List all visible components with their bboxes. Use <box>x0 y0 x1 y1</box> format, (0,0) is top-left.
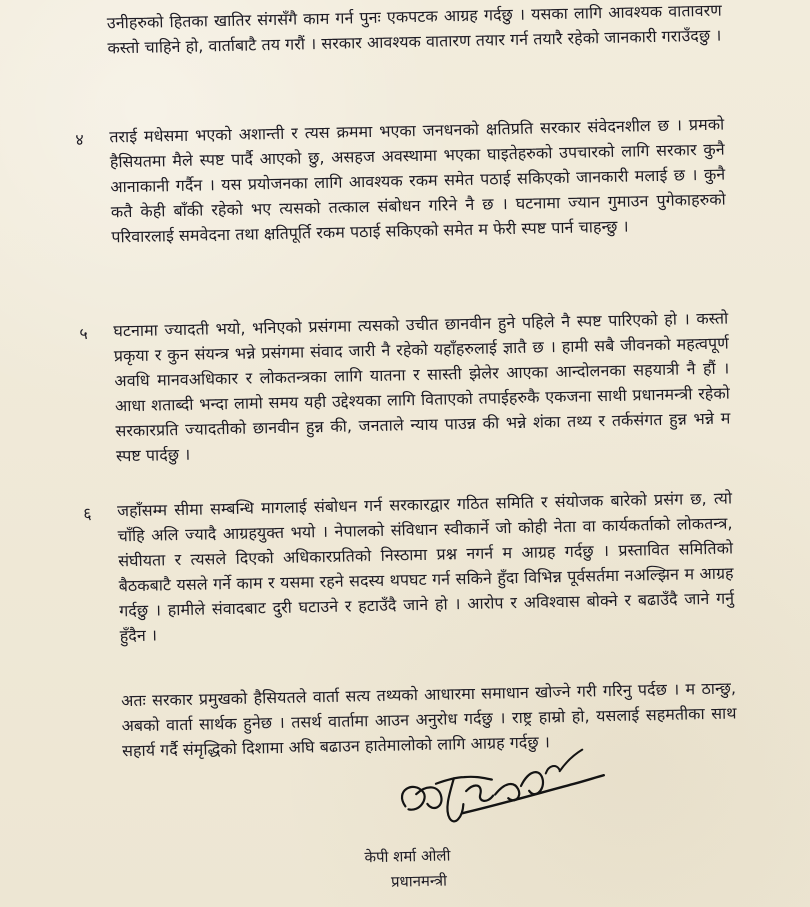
signatory-name: केपी शर्मा ओली <box>364 846 451 867</box>
item-paragraph-6: जहाँसम्म सीमा सम्बन्धि मागलाई संबोधन गर्न सरकारद्वार गठित समिति र संयोजक बारेको प्रसंग छ, त्यो चाँहि अलि ज्यादै आग्रहयुक्त भयो । नेपालको संविधान स्वीकार्ने जो कोही नेता वा कार्यकर्ताको लोकतन्त्र, संघीयता र त्यसले दिएको अधिकारप्रतिको निस्ठामा प्रश्न नगर्न म आग्रह गर्दछु । प्रस्तावित समितिको बैठकबाटै यसले गर्ने काम र यसमा रहने सदस्य थपघट गर्न सकिने हुँदा विभिन्न पूर्वसर्तमा नअल्झिन म आग्रह गर्दछु । हामीले संवादबाट दुरी घटाउने र हटाउँदै जाने हो । आरोप र अविश्वास बोक्ने र बढाउँदै जाने गर्नु हुँदैन । <box>116 488 735 646</box>
item-paragraph-4: तराई मधेसमा भएको अशान्ती र त्यस क्रममा भएका जनधनको क्षतिप्रति सरकार संवेदनशील छ । प्रमको हैसियतमा मैले स्पष्ट पार्दै आएको छु, असहज अवस्थामा भएका घाइतेहरुको उपचारको लागि सरकार कुनै आनाकानी गर्दैन । यस प्रयोजनका लागि आवश्यक रकम समेत पठाई सकिएको जानकारी मलाई छ । कुनै कतै केही बाँकी रहेको भए त्यसको तत्काल संबोधन गरिने नै छ । घटनामा ज्यान गुमाउन पुगेकाहरुको परिवारलाई समवेदना तथा क्षतिपूर्ति रकम पठाई सकिएको समेत म फेरी स्पष्ट पार्न चाहन्छु । <box>109 114 726 247</box>
item-number-4: ४ <box>75 129 84 150</box>
item-paragraph-5: घटनामा ज्यादती भयो, भनिएको प्रसंगमा त्यसको उचीत छानवीन हुने पहिले नै स्पष्ट पारिएको हो । कस्तो प्रकृया र कुन संयन्त्र भन्ने प्रसंगमा संवाद जारी नै रहेको यहाँहरुलाई ज्ञातै छ । हामी सबै जीवनको महत्वपूर्ण अवधि मानवअधिकार र लोकतन्त्रका लागि यातना र सास्ती झेलेर आएका आन्दोलनका सहयात्री नै हौं । आधा शताब्दी भन्दा लामो समय यही उद्देश्यका लागि विताएको तपाईहरुकै एकजना साथी प्रधानमन्त्री रहेको सरकारप्रति ज्यादतीको छानवीन हुन्न की, जनताले न्याय पाउन्न की भन्ने शंका तथ्य र तर्कसंगत हुन्न भन्ने म स्पष्ट पार्दछु । <box>113 308 731 466</box>
item-number-6: ६ <box>83 503 92 524</box>
signatory-title: प्रधानमन्त्री <box>390 871 448 891</box>
item-number-5: ५ <box>79 323 88 344</box>
opening-paragraph: उनीहरुको हितका खातिर संगसँगै काम गर्न पुनः एकपटक आग्रह गर्दछु । यसका लागि आवश्यक वातावरण कस्तो चाहिने हो, वार्ताबाटै तय गरौं । सरकार आवश्यक वातारण तयार गर्न तयारै रहेको जानकारी गराउँदछु । <box>106 0 722 58</box>
closing-paragraph: अतः सरकार प्रमुखको हैसियतले वार्ता सत्य तथ्यको आधारमा समाधान खोज्ने गरी गरिनु पर्दछ । म ठान्छु, अबको वार्ता सार्थक हुनेछ । तसर्थ वार्तामा आउन अनुरोध गर्दछु । राष्ट्र हाम्रो हो, यसलाई सहमतीका साथ सहार्य गर्दै संमृद्धिको दिशामा अघि बढाउन हातेमालोको लागि आग्रह गर्दछु । <box>120 678 737 761</box>
handwritten-signature <box>391 744 608 838</box>
